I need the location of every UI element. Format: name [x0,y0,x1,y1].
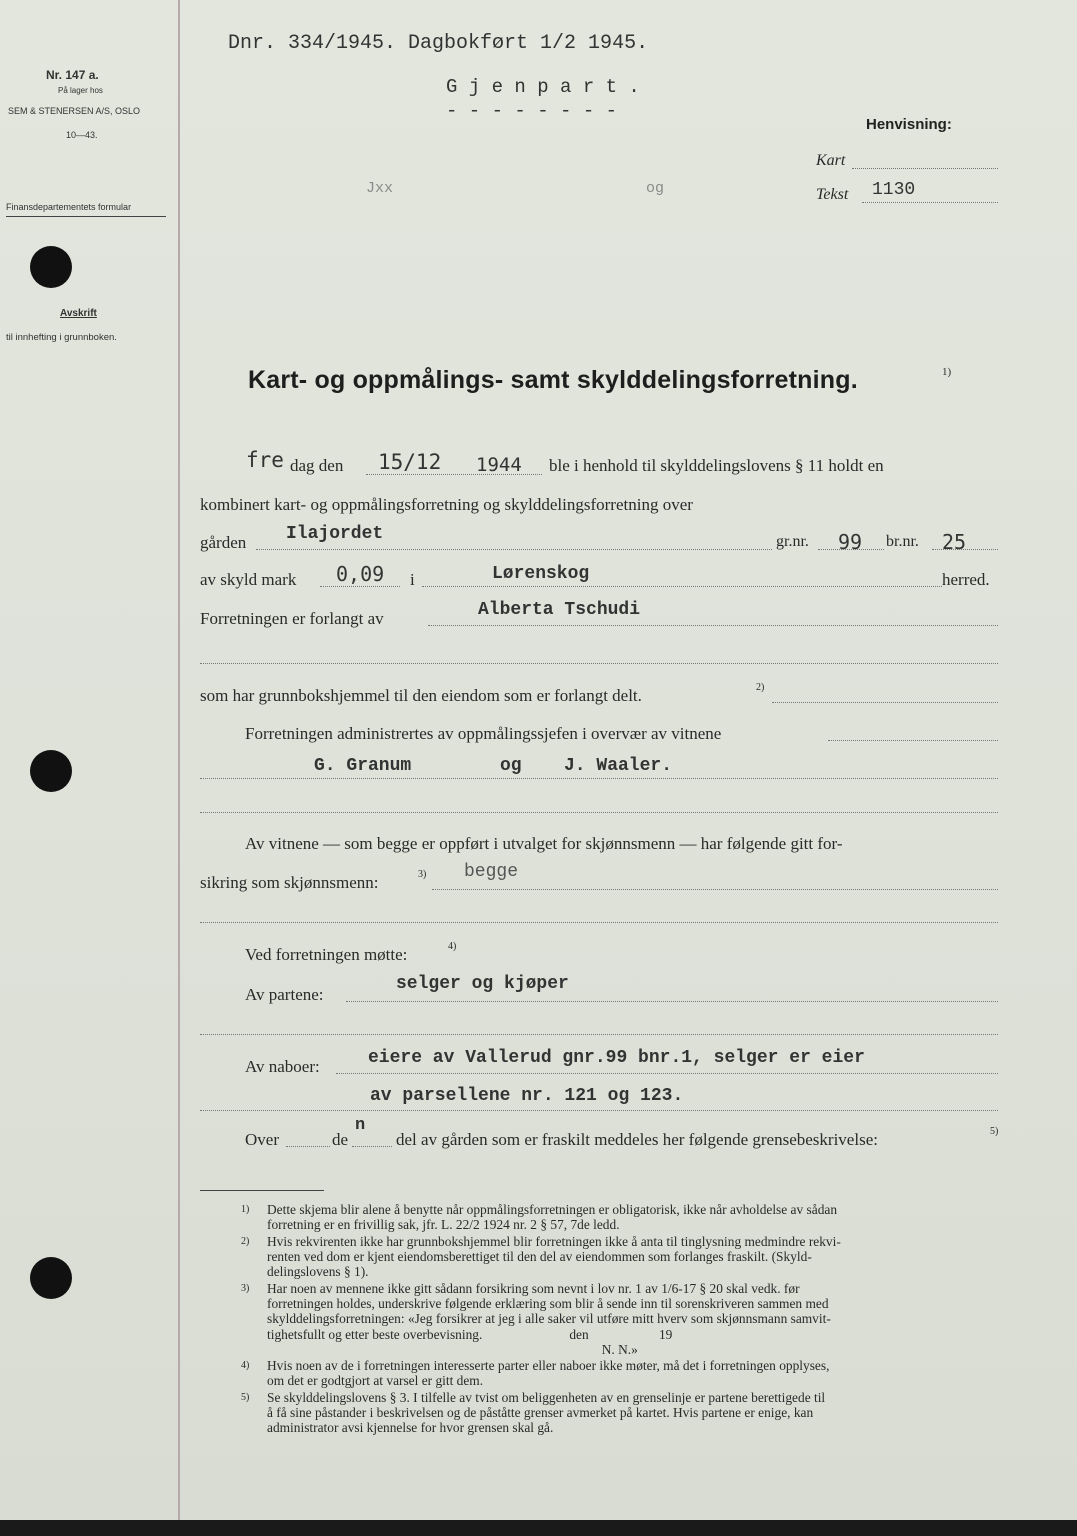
footnote-4-line-2: om det er godtgjort at varsel er gitt dem. [267,1373,484,1389]
admin-line: Forretningen administrertes av oppmålingssjefen i overvær av vitnene [245,724,722,743]
witness-dotted-line [200,778,998,779]
vitne-dotted-line [432,889,998,890]
day-value: fre [246,448,284,472]
forlangt-value: Alberta Tschudi [478,600,641,620]
gjenpart-label: G j e n p a r t . [446,76,640,98]
vitne-value: begge [464,862,519,882]
henvisning-label: Henvisning: [866,116,952,133]
footnote-3-num: 3) [241,1283,250,1294]
footnote-1-num: 1) [241,1204,250,1215]
over-n-value: n [355,1116,366,1135]
i-label: i [410,570,415,589]
tekst-label: Tekst [816,186,849,203]
footnote-3-line-3: skylddelingsforretningen: «Jeg forsikrer at jeg i alle saker vil utføre mitt hverv som skjønnsmann samvit- [267,1311,831,1327]
grunnbok-line: som har grunnbokshjemmel til den eiendom som er forlangt delt. [200,686,642,705]
tekst-dotted-line [862,202,998,203]
faint-typed-mark-1: Jxx [366,180,394,197]
title-footnote-ref: 1) [942,366,952,378]
motte-footnote-ref: 4) [448,941,457,952]
tekst-value: 1130 [872,180,916,200]
witness-2: J. Waaler. [564,756,673,776]
herred-label: herred. [942,570,990,589]
vitne-footnote-ref: 3) [418,869,427,880]
forlangt-dotted-line [428,625,998,626]
footnote-4-line-1: Hvis noen av de i forretningen interesserte parter eller naboer ikke møter, må det i forretningen opplyses, [267,1358,830,1373]
naboer-label: Av naboer: [245,1057,320,1076]
punch-hole-bottom [30,1257,72,1299]
footnote-2-num: 2) [241,1236,250,1247]
form-title: Kart- og oppmålings- samt skylddelingsforretning. [248,366,858,394]
admin-dotted-line [828,740,998,741]
avskrift-label: Avskrift [60,308,97,319]
over-rest: del av gården som er fraskilt meddeles her følgende grensebeskrivelse: [396,1130,878,1149]
gjenpart-underline: - - - - - - - - [446,100,618,122]
faint-typed-mark-2: og [646,180,665,197]
brnr-value: 25 [942,530,967,554]
footnote-2-line-2: renten ved dom er kjent eiendomsberettiget til den del av eiendommen som forlanges fraskilt. (Skyld- [267,1249,812,1265]
year-value: 1944 [476,454,522,476]
over-n-dotted-line [352,1146,392,1147]
grnr-dotted-line [818,549,884,550]
forlangt-label: Forretningen er forlangt av [200,609,384,628]
garden-value: Ilajordet [286,524,384,544]
footnote-5-line-2: å få sine påstander i beskrivelsen og de påståtte grenser avmerket på kartet. Hvis partene er enige, kan [267,1405,814,1421]
innhefting-label: til innhefting i grunnboken. [6,332,117,343]
footnote-2 [241,1234,1005,1280]
finans-rule [6,216,166,217]
footnote-3-line-4: tighetsfullt og etter beste overbevisning. den 19 [267,1326,673,1342]
naboer-dotted-line-2 [200,1110,998,1111]
grunnbok-dotted-line [772,702,998,703]
vitne-line-2: sikring som skjønnsmenn: [200,873,379,892]
witness-og: og [500,756,522,776]
over-de: de [332,1130,349,1149]
partene-label: Av partene: [245,985,324,1004]
blank-dotted-line-2 [200,812,998,813]
over-label: Over [245,1130,279,1149]
brnr-label: br.nr. [886,533,919,550]
finans-formular: Finansdepartementets formular [6,202,132,212]
journal-number: Dnr. 334/1945. Dagbokført 1/2 1945. [228,32,649,55]
footnote-5 [241,1390,1005,1436]
footnote-5-line-3: administrator avsi kjennelse for hvor grensen skal gå. [267,1420,554,1436]
footnote-1-line-2: forretning er en frivillig sak, jfr. L. 22/2 1924 nr. 2 § 57, 7de ledd. [267,1217,620,1233]
grnr-value: 99 [838,530,863,554]
partene-dotted-line [346,1001,998,1002]
publisher-line-2: SEM & STENERSEN A/S, OSLO [8,106,141,116]
footnote-2-line-3: delingslovens § 1). [267,1264,369,1280]
kart-label: Kart [816,152,846,169]
kart-dotted-line [852,168,998,169]
footnote-4-num: 4) [241,1360,250,1371]
witness-1: G. Granum [314,756,412,776]
footnote-3-line-1: Har noen av mennene ikke gitt sådann forsikring som nevnt i lov nr. 1 av 1/6-17 § 20 skal vedk. før [267,1281,800,1296]
over-dotted-line [286,1146,330,1147]
date-value: 15/12 [378,450,442,474]
footnote-5-line-1: Se skylddelingslovens § 3. I tilfelle av tvist om beliggenheten av en grenselinje er partene berettigede til [267,1390,826,1405]
grunnbok-footnote-ref: 2) [756,682,765,693]
footnote-1-line-1: Dette skjema blir alene å benytte når oppmålingsforretningen er obligatorisk, ikke når avholdelse av sådan [267,1202,838,1217]
form-number: Nr. 147 a. [46,68,99,82]
date-dotted-line [366,474,542,475]
scan-bottom-edge [0,1520,1077,1536]
dag-den-label: dag den [290,456,344,475]
skyld-label: av skyld mark [200,570,297,589]
naboer-dotted-line-1 [336,1073,998,1074]
publisher-line-1: På lager hos [58,86,103,95]
footnote-4 [241,1358,1005,1389]
punch-hole-middle [30,750,72,792]
naboer-value-2: av parsellene nr. 121 og 123. [370,1086,684,1106]
punch-hole-top [30,246,72,288]
partene-value: selger og kjøper [396,974,569,994]
garden-label: gården [200,533,247,552]
footnote-1 [241,1202,1005,1233]
footnote-3 [241,1281,1005,1357]
line1-text: ble i henhold til skylddelingslovens § 11 holdt en [549,456,884,475]
footnote-rule [200,1190,324,1191]
footnote-5-num: 5) [241,1392,250,1403]
margin-rule [178,0,180,1520]
print-date-code: 10—43. [66,130,98,140]
grnr-label: gr.nr. [776,533,809,550]
naboer-value-1: eiere av Vallerud gnr.99 bnr.1, selger er eier [368,1048,865,1068]
skyld-value: 0,09 [336,562,385,586]
over-footnote-ref: 5) [990,1126,999,1137]
garden-dotted-line [256,549,772,550]
herred-dotted-line [422,586,942,587]
blank-dotted-line-3 [200,922,998,923]
herred-value: Lørenskog [492,564,590,584]
vitne-line-1: Av vitnene — som begge er oppført i utvalget for skjønnsmenn — har følgende gitt for- [245,834,843,853]
footnote-3-line-2: forretningen holdes, underskrive følgende erklæring som blir å sende inn til sorenskriveren sammen med [267,1296,829,1312]
brnr-dotted-line [932,549,998,550]
footnote-2-line-1: Hvis rekvirenten ikke har grunnbokshjemmel blir forretningen ikke å anta til tinglysning medmindre rekvi- [267,1234,841,1249]
footnote-3-line-5: N. N.» [267,1341,638,1357]
skyld-dotted-line [320,586,400,587]
motte-label: Ved forretningen møtte: [245,945,408,964]
blank-dotted-line-1 [200,663,998,664]
blank-dotted-line-4 [200,1034,998,1035]
line2-text: kombinert kart- og oppmålingsforretning og skylddelingsforretning over [200,495,693,514]
